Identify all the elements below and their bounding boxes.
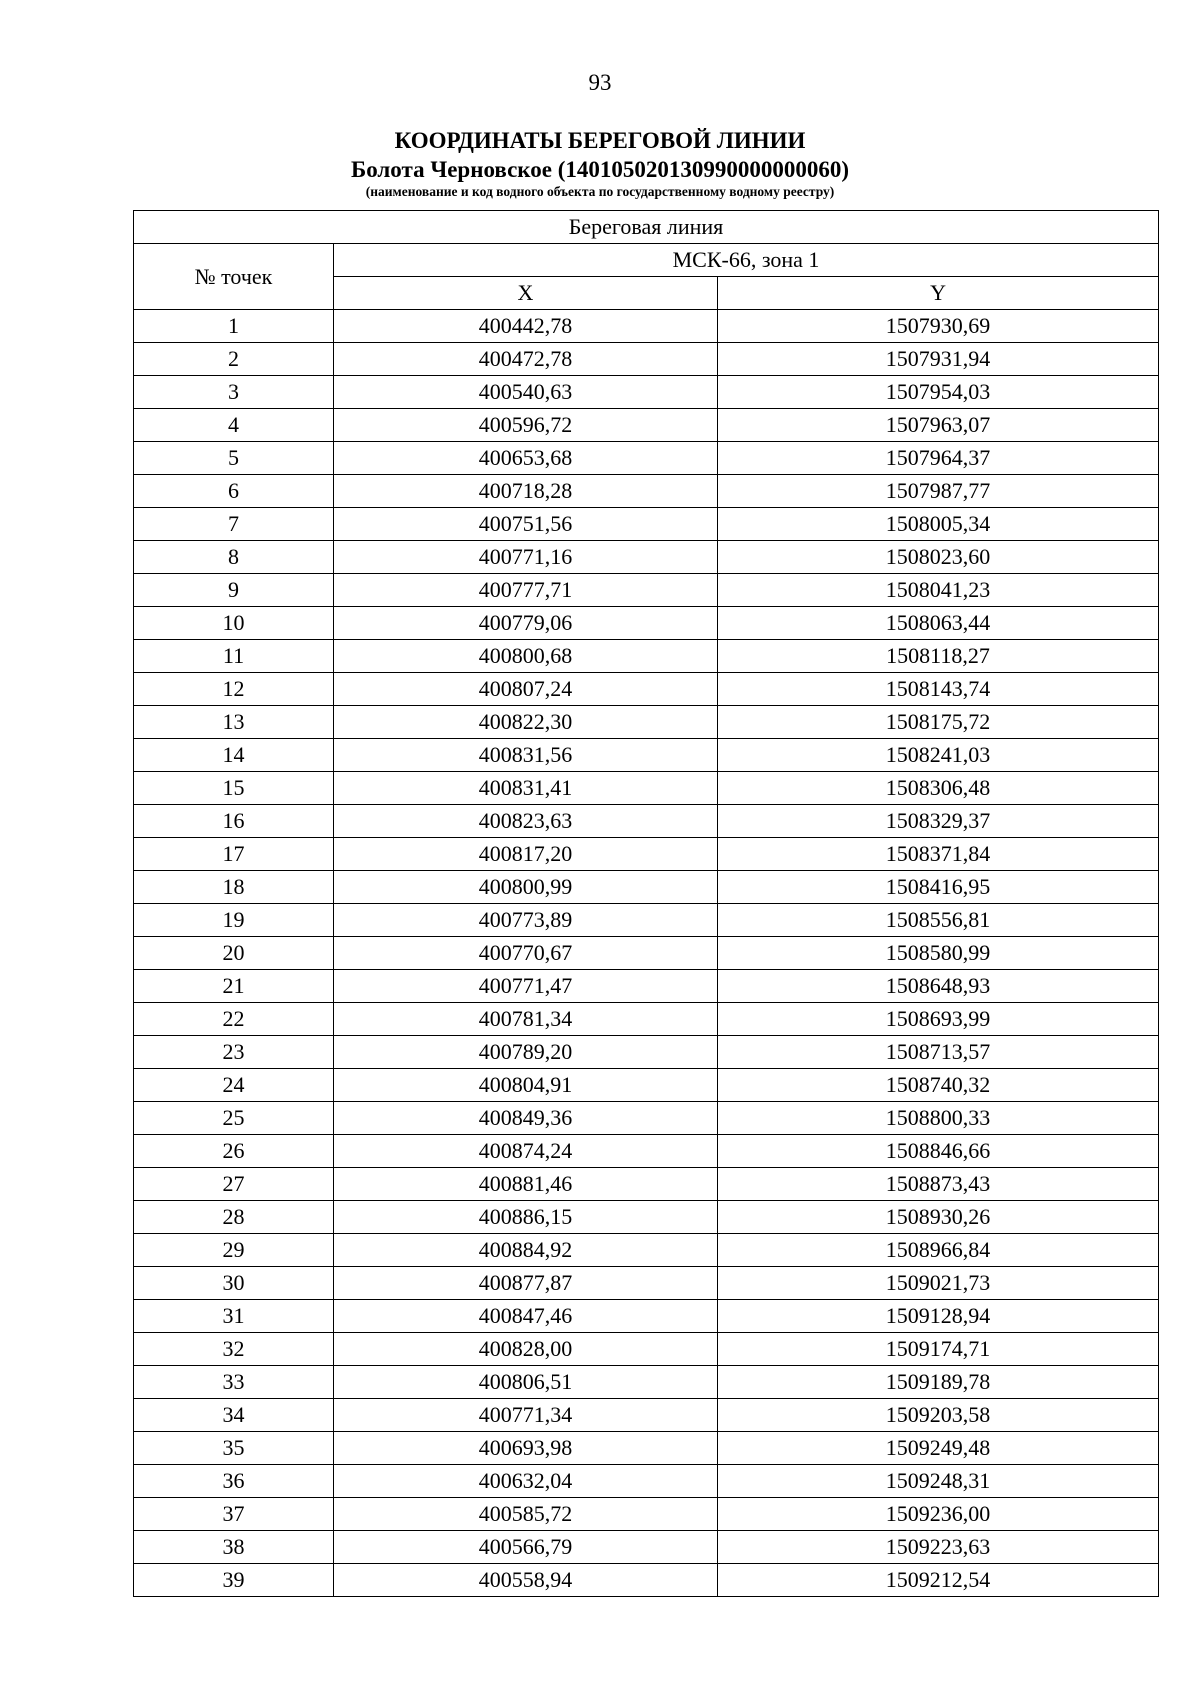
- table-row: [134, 673, 1159, 706]
- table-row: [134, 1003, 1159, 1036]
- y-value-cell: 1508713,57: [718, 1036, 1159, 1069]
- table-row: [134, 970, 1159, 1003]
- coordinates-table: [133, 210, 1159, 1597]
- point-number-cell: 26: [134, 1135, 334, 1168]
- x-value-cell: 400781,34: [334, 1003, 718, 1036]
- header-x: X: [334, 277, 718, 310]
- point-number-cell: 22: [134, 1003, 334, 1036]
- y-value-cell: 1508800,33: [718, 1102, 1159, 1135]
- point-number-cell: 2: [134, 343, 334, 376]
- x-value-cell: 400800,68: [334, 640, 718, 673]
- point-number-cell: 8: [134, 541, 334, 574]
- point-number-cell: 21: [134, 970, 334, 1003]
- x-value-cell: 400770,67: [334, 937, 718, 970]
- table-row: [134, 376, 1159, 409]
- y-value-cell: 1507987,77: [718, 475, 1159, 508]
- table-row: [134, 409, 1159, 442]
- point-number-cell: 36: [134, 1465, 334, 1498]
- table-row: [134, 1135, 1159, 1168]
- point-number-cell: 18: [134, 871, 334, 904]
- point-number-cell: 14: [134, 739, 334, 772]
- y-value-cell: 1508175,72: [718, 706, 1159, 739]
- x-value-cell: 400472,78: [334, 343, 718, 376]
- header-shoreline: Береговая линия: [134, 211, 1159, 244]
- x-value-cell: 400596,72: [334, 409, 718, 442]
- table-row: [134, 607, 1159, 640]
- point-number-cell: 39: [134, 1564, 334, 1597]
- table-row: [134, 805, 1159, 838]
- table-row: [134, 1366, 1159, 1399]
- x-value-cell: 400777,71: [334, 574, 718, 607]
- table-row: [134, 1201, 1159, 1234]
- table-row: [134, 574, 1159, 607]
- y-value-cell: 1509248,31: [718, 1465, 1159, 1498]
- point-number-cell: 34: [134, 1399, 334, 1432]
- point-number-cell: 28: [134, 1201, 334, 1234]
- y-value-cell: 1509128,94: [718, 1300, 1159, 1333]
- table-row: [134, 1267, 1159, 1300]
- table-row: [134, 1333, 1159, 1366]
- table-row: [134, 1102, 1159, 1135]
- y-value-cell: 1509174,71: [718, 1333, 1159, 1366]
- point-number-cell: 20: [134, 937, 334, 970]
- point-number-cell: 7: [134, 508, 334, 541]
- point-number-cell: 6: [134, 475, 334, 508]
- table-row: [134, 1432, 1159, 1465]
- y-value-cell: 1507931,94: [718, 343, 1159, 376]
- table-row: [134, 541, 1159, 574]
- x-value-cell: 400886,15: [334, 1201, 718, 1234]
- water-object-name: Болота Черновское (140105020130990000000060): [350, 157, 850, 182]
- y-value-cell: 1508306,48: [718, 772, 1159, 805]
- y-value-cell: 1508648,93: [718, 970, 1159, 1003]
- y-value-cell: 1507963,07: [718, 409, 1159, 442]
- table-row: [134, 838, 1159, 871]
- y-value-cell: 1509189,78: [718, 1366, 1159, 1399]
- point-number-cell: 19: [134, 904, 334, 937]
- point-number-cell: 24: [134, 1069, 334, 1102]
- table-row: [134, 310, 1159, 343]
- table-row: [134, 475, 1159, 508]
- table-row: [134, 640, 1159, 673]
- table-row: [134, 871, 1159, 904]
- x-value-cell: 400653,68: [334, 442, 718, 475]
- x-value-cell: 400751,56: [334, 508, 718, 541]
- x-value-cell: 400807,24: [334, 673, 718, 706]
- point-number-cell: 33: [134, 1366, 334, 1399]
- point-number-cell: 30: [134, 1267, 334, 1300]
- point-number-cell: 27: [134, 1168, 334, 1201]
- x-value-cell: 400585,72: [334, 1498, 718, 1531]
- y-value-cell: 1508143,74: [718, 673, 1159, 706]
- header-y: Y: [718, 277, 1159, 310]
- table-row: [134, 1498, 1159, 1531]
- point-number-cell: 29: [134, 1234, 334, 1267]
- x-value-cell: 400632,04: [334, 1465, 718, 1498]
- x-value-cell: 400771,47: [334, 970, 718, 1003]
- y-value-cell: 1509021,73: [718, 1267, 1159, 1300]
- y-value-cell: 1508580,99: [718, 937, 1159, 970]
- x-value-cell: 400874,24: [334, 1135, 718, 1168]
- point-number-cell: 38: [134, 1531, 334, 1564]
- table-row: [134, 442, 1159, 475]
- x-value-cell: 400881,46: [334, 1168, 718, 1201]
- point-number-cell: 17: [134, 838, 334, 871]
- y-value-cell: 1508416,95: [718, 871, 1159, 904]
- table-row: [134, 1300, 1159, 1333]
- point-number-cell: 13: [134, 706, 334, 739]
- point-number-cell: 35: [134, 1432, 334, 1465]
- y-value-cell: 1507954,03: [718, 376, 1159, 409]
- point-number-cell: 10: [134, 607, 334, 640]
- table-row: [134, 1564, 1159, 1597]
- point-number-cell: 1: [134, 310, 334, 343]
- y-value-cell: 1508740,32: [718, 1069, 1159, 1102]
- x-value-cell: 400718,28: [334, 475, 718, 508]
- y-value-cell: 1508873,43: [718, 1168, 1159, 1201]
- table-row: [134, 772, 1159, 805]
- table-row: [134, 1234, 1159, 1267]
- x-value-cell: 400823,63: [334, 805, 718, 838]
- title-caption: (наименование и код водного объекта по государственному водному реестру): [365, 184, 835, 199]
- point-number-cell: 9: [134, 574, 334, 607]
- y-value-cell: 1508966,84: [718, 1234, 1159, 1267]
- table-row: [134, 739, 1159, 772]
- x-value-cell: 400828,00: [334, 1333, 718, 1366]
- y-value-cell: 1509236,00: [718, 1498, 1159, 1531]
- table-row: [134, 1399, 1159, 1432]
- x-value-cell: 400831,56: [334, 739, 718, 772]
- x-value-cell: 400806,51: [334, 1366, 718, 1399]
- point-number-cell: 15: [134, 772, 334, 805]
- table-body: [134, 310, 1159, 1597]
- x-value-cell: 400831,41: [334, 772, 718, 805]
- table-row: [134, 706, 1159, 739]
- x-value-cell: 400558,94: [334, 1564, 718, 1597]
- y-value-cell: 1509203,58: [718, 1399, 1159, 1432]
- point-number-cell: 23: [134, 1036, 334, 1069]
- table-row: [134, 1531, 1159, 1564]
- y-value-cell: 1508118,27: [718, 640, 1159, 673]
- table-row: [134, 343, 1159, 376]
- x-value-cell: 400849,36: [334, 1102, 718, 1135]
- table-row: [134, 1069, 1159, 1102]
- point-number-cell: 16: [134, 805, 334, 838]
- y-value-cell: 1508371,84: [718, 838, 1159, 871]
- point-number-cell: 31: [134, 1300, 334, 1333]
- document-title: КООРДИНАТЫ БЕРЕГОВОЙ ЛИНИИ: [394, 128, 806, 153]
- point-number-cell: 5: [134, 442, 334, 475]
- x-value-cell: 400800,99: [334, 871, 718, 904]
- y-value-cell: 1508846,66: [718, 1135, 1159, 1168]
- x-value-cell: 400789,20: [334, 1036, 718, 1069]
- y-value-cell: 1508041,23: [718, 574, 1159, 607]
- x-value-cell: 400779,06: [334, 607, 718, 640]
- y-value-cell: 1508063,44: [718, 607, 1159, 640]
- point-number-cell: 37: [134, 1498, 334, 1531]
- table-row: [134, 904, 1159, 937]
- point-number-cell: 3: [134, 376, 334, 409]
- y-value-cell: 1508329,37: [718, 805, 1159, 838]
- page-number: 93: [588, 70, 612, 95]
- table-row: [134, 508, 1159, 541]
- x-value-cell: 400884,92: [334, 1234, 718, 1267]
- y-value-cell: 1508930,26: [718, 1201, 1159, 1234]
- x-value-cell: 400817,20: [334, 838, 718, 871]
- y-value-cell: 1508241,03: [718, 739, 1159, 772]
- y-value-cell: 1509249,48: [718, 1432, 1159, 1465]
- point-number-cell: 11: [134, 640, 334, 673]
- y-value-cell: 1508005,34: [718, 508, 1159, 541]
- x-value-cell: 400693,98: [334, 1432, 718, 1465]
- y-value-cell: 1507930,69: [718, 310, 1159, 343]
- table-row: [134, 1168, 1159, 1201]
- table-row: [134, 1036, 1159, 1069]
- header-coordinate-system: МСК-66, зона 1: [334, 244, 1159, 277]
- x-value-cell: 400771,16: [334, 541, 718, 574]
- x-value-cell: 400566,79: [334, 1531, 718, 1564]
- y-value-cell: 1509212,54: [718, 1564, 1159, 1597]
- x-value-cell: 400442,78: [334, 310, 718, 343]
- point-number-cell: 25: [134, 1102, 334, 1135]
- table-row: [134, 1465, 1159, 1498]
- point-number-cell: 4: [134, 409, 334, 442]
- x-value-cell: 400771,34: [334, 1399, 718, 1432]
- x-value-cell: 400773,89: [334, 904, 718, 937]
- y-value-cell: 1508693,99: [718, 1003, 1159, 1036]
- x-value-cell: 400847,46: [334, 1300, 718, 1333]
- header-points: № точек: [134, 244, 334, 310]
- y-value-cell: 1508556,81: [718, 904, 1159, 937]
- x-value-cell: 400804,91: [334, 1069, 718, 1102]
- x-value-cell: 400540,63: [334, 376, 718, 409]
- table-row: [134, 937, 1159, 970]
- point-number-cell: 12: [134, 673, 334, 706]
- x-value-cell: 400822,30: [334, 706, 718, 739]
- y-value-cell: 1509223,63: [718, 1531, 1159, 1564]
- y-value-cell: 1507964,37: [718, 442, 1159, 475]
- x-value-cell: 400877,87: [334, 1267, 718, 1300]
- y-value-cell: 1508023,60: [718, 541, 1159, 574]
- point-number-cell: 32: [134, 1333, 334, 1366]
